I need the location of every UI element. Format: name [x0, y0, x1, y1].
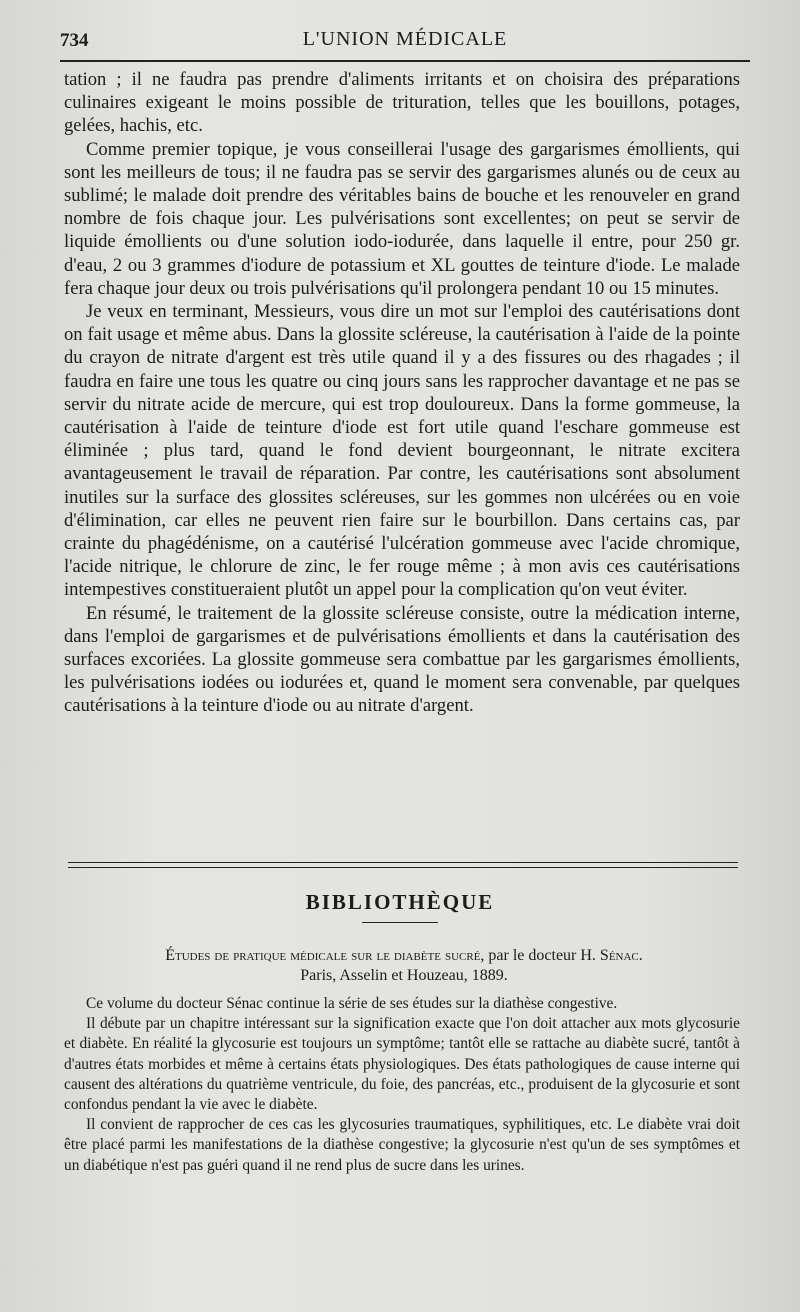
book-author: H. Sénac. [580, 947, 643, 964]
heading-underline [362, 922, 438, 923]
body-paragraph: En résumé, le traitement de la glossite scléreuse consiste, outre la médication interne, dans l'emploi de gargarismes et de pulvérisations émollients et dans la cautérisation des surfaces excoriées. La glossite gommeuse sera combattue par les gargarismes émollients, les pulvérisations iodées ou iodurées et, quand le moment sera convenable, par quelques cautérisations à la teinture d'iode ou au nitrate d'argent. [64, 602, 740, 717]
section-divider [68, 862, 738, 868]
reference-line [64, 946, 744, 966]
article-body [64, 68, 740, 718]
book-title: Études de pratique médicale sur le diabète sucré, [165, 947, 485, 964]
review-paragraph: Il convient de rapprocher de ces cas les glycosuries traumatiques, syphilitiques, etc. Le diabète vrai doit être placé parmi les manifestations de la diathèse congestive; la glycosurie n'est qu'un de ses symptômes et un diabétique n'est pas guéri quand il ne rend plus de sucre dans les urines. [64, 1116, 740, 1174]
body-paragraph: Comme premier topique, je vous conseillerai l'usage des gargarismes émollients, qui sont les meilleurs de tous; il ne faudra pas se servir des gargarismes alunés ou de ceux au sublimé; le malade doit prendre des véritables bains de bouche et les renouveler en grand nombre de fois chaque jour. Les pulvérisations sont excellentes; on peut se servir de liquide émollients ou d'une solution iodo-iodurée, dans laquelle il entre, pour 250 gr. d'eau, 2 ou 3 grammes d'iodure de potassium et XL gouttes de teinture d'iode. Le malade fera chaque jour deux ou trois pulvérisations qu'il prolongera pendant 10 ou 15 minutes. [64, 138, 740, 299]
review-paragraph: Il débute par un chapitre intéressant sur la signification exacte que l'on doit attacher aux mots glycosurie et diabète. En réalité la glycosurie est toujours un symptôme; tantôt elle se rattache au diabète sucré, tantôt à d'autres états morbides et même à certains états physiologiques. Des états pathologiques de cause interne qui causent des altérations du quatrième ventricule, du foie, des pancréas, etc., produisent de la glycosurie et sont confondus pendant la vie avec le diabète. [64, 1015, 740, 1114]
section-heading: BIBLIOTHÈQUE [305, 890, 495, 914]
review-paragraph: Ce volume du docteur Sénac continue la série de ses études sur la diathèse congestive. [86, 995, 618, 1012]
book-reference [64, 946, 744, 986]
page-number: 734 [60, 30, 89, 51]
journal-title: L'UNION MÉDICALE [302, 28, 508, 50]
by-text: par le docteur [488, 947, 577, 964]
book-imprint: Paris, Asselin et Houzeau, 1889. [300, 967, 508, 984]
review-body [64, 994, 740, 1176]
body-paragraph: tation ; il ne faudra pas prendre d'aliments irritants et on choisira des préparations culinaires exigeant le moins possible de trituration, telles que les bouillons, potages, gelées, hachis, etc. [64, 69, 740, 137]
header-rule [60, 60, 750, 62]
page-header [60, 26, 750, 56]
body-paragraph: Je veux en terminant, Messieurs, vous dire un mot sur l'emploi des cautérisations dont on fait usage et même abus. Dans la glossite scléreuse, la cautérisation à l'aide de la pointe du crayon de nitrate d'argent est très utile quand il y a des fissures ou des rhagades ; il faudra en faire une tous les quatre ou cinq jours sans les rapprocher davantage et ne pas se servir du nitrate acide de mercure, qui est trop douloureux. Dans la forme gommeuse, la cautérisation à l'aide de teinture d'iode est fort utile quand l'eschare gommeuse est éliminée ; plus tard, quand le fond devient bourgeonnant, le nitrate excitera avantageusement le travail de réparation. Par contre, les cautérisations sont absolument inutiles sur la surface des glossites scléreuses, sur les gommes non ulcérées ou en voie d'élimination, car elles ne peuvent rien faire sur le bourbillon. Dans certains cas, par crainte du phagédénisme, on a cautérisé l'ulcération gommeuse avec l'acide chromique, l'acide nitrique, le chlorure de zinc, le fer rouge même ; à mon avis ces cautérisations intempestives constitueraient plutôt un appel pour la complication qu'on veut éviter. [64, 301, 740, 601]
